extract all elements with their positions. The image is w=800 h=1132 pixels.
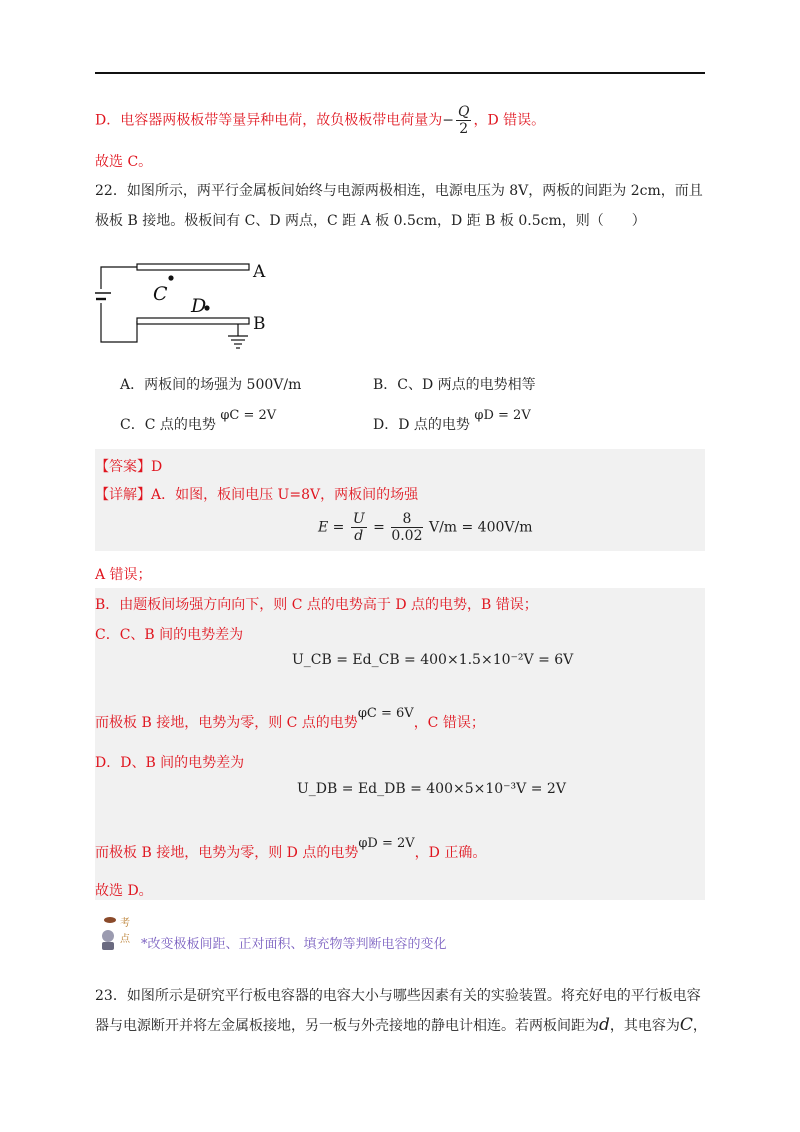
detail-d-line: D．D、B 间的电势差为 — [95, 755, 245, 771]
formula-e: E — [318, 519, 329, 536]
formula-rhs: V/m = 400V/m — [428, 519, 533, 536]
q23-line1: 23．如图所示是研究平行板电容器的电容大小与哪些因素有关的实验装置。将充好电的平行板电容 — [95, 988, 701, 1004]
prev-choose: 故选 C。 — [95, 154, 153, 170]
keypoint-badge-icon — [98, 912, 138, 954]
udb-formula: U_DB = Ed_DB = 400×5×10⁻³V = 2V — [297, 781, 566, 797]
frac-d: d — [354, 528, 364, 544]
d-result-pre: 而极板 B 接地，电势为零，则 D 点的电势 — [95, 845, 359, 861]
q22-option-b: B．C、D 两点的电势相等 — [373, 377, 536, 393]
badge-char-2: 点 — [120, 934, 130, 945]
label-a: A — [253, 262, 266, 282]
answer-value: D — [151, 459, 163, 475]
prev-d-suffix: ，D 错误。 — [473, 112, 546, 129]
frac-den: 2 — [459, 121, 469, 137]
q23-line2-mid: ，其电容为 — [609, 1018, 680, 1034]
detail-a-wrong: A 错误； — [95, 567, 152, 583]
c-result-pre: 而极板 B 接地，电势为零，则 C 点的电势 — [95, 715, 358, 731]
frac-u: U — [352, 511, 365, 527]
option-c-text: C．C 点的电势 — [120, 417, 216, 433]
option-d-text: D．D 点的电势 — [373, 417, 470, 433]
neg-sign: − — [442, 112, 454, 129]
q23-var-c: C — [679, 1015, 693, 1035]
detail-b-line: B．由题板间场强方向向下，则 C 点的电势高于 D 点的电势，B 错误； — [95, 597, 538, 613]
d-result-post: ，D 正确。 — [414, 845, 487, 861]
option-c-math: φC = 2V — [220, 408, 277, 423]
detail-label: 【详解】 — [95, 487, 151, 503]
label-d: D — [191, 295, 207, 317]
q22-option-d — [373, 408, 531, 434]
c-result-post: ，C 错误； — [413, 715, 485, 731]
ucb-formula: U_CB = Ed_CB = 400×1.5×10⁻²V = 6V — [292, 652, 574, 668]
prev-d-text: D．电容器两极板带等量异种电荷，故负极板带电荷量为 — [95, 112, 443, 129]
detail-d-result — [95, 836, 487, 862]
badge-char-1: 考 — [120, 918, 130, 929]
q22-option-a: A．两板间的场强为 500V/m — [120, 377, 302, 393]
prev-option-d-line — [95, 104, 545, 137]
frac-002: 0.02 — [391, 528, 423, 544]
detail-c-result — [95, 706, 485, 732]
q23-line2-post: ， — [692, 1018, 707, 1034]
capacitor-diagram — [95, 240, 275, 360]
q23-line2 — [95, 1015, 707, 1035]
eight-over-002 — [391, 511, 422, 544]
keypoint-text: *改变极板间距、正对面积、填充物等判断电容的变化 — [141, 937, 447, 952]
c-result-math: φC = 6V — [357, 706, 414, 721]
q22-option-c — [120, 408, 277, 434]
option-d-math: φD = 2V — [474, 408, 531, 423]
top-rule — [95, 72, 705, 74]
frac-num: Q — [457, 104, 470, 120]
field-strength-formula: E = $\frac{U}{d}$ = $\frac{8}{0.02}$ V/m = 400V/m — [318, 511, 533, 544]
answer-line — [95, 456, 162, 476]
detail-c-line: C．C、B 间的电势差为 — [95, 627, 244, 643]
point-c-dot — [168, 275, 173, 280]
frac-8: 8 — [391, 511, 422, 528]
label-b: B — [253, 314, 266, 334]
detail-a-line — [95, 484, 418, 504]
q-over-2-fraction — [456, 104, 471, 137]
detail-choose: 故选 D。 — [95, 883, 153, 899]
q22-line1: 22．如图所示，两平行金属板间始终与电源两极相连，电源电压为 8V，两板的间距为 2cm，而且 — [95, 183, 703, 199]
q23-var-d: d — [599, 1015, 610, 1035]
u-over-d — [351, 511, 367, 544]
q22-line2: 极板 B 接地。极板间有 C、D 两点，C 距 A 板 0.5cm，D 距 B 板 0.5cm，则（ ） — [95, 213, 646, 229]
d-result-math: φD = 2V — [358, 836, 415, 851]
q23-line2-pre: 器与电源断开并将左金属板接地，另一板与外壳接地的静电计相连。若两板间距为 — [95, 1018, 599, 1034]
detail-a-text: A．如图，板间电压 U=8V，两板间的场强 — [151, 487, 419, 503]
answer-label: 【答案】 — [95, 459, 151, 475]
label-c: C — [153, 283, 168, 305]
